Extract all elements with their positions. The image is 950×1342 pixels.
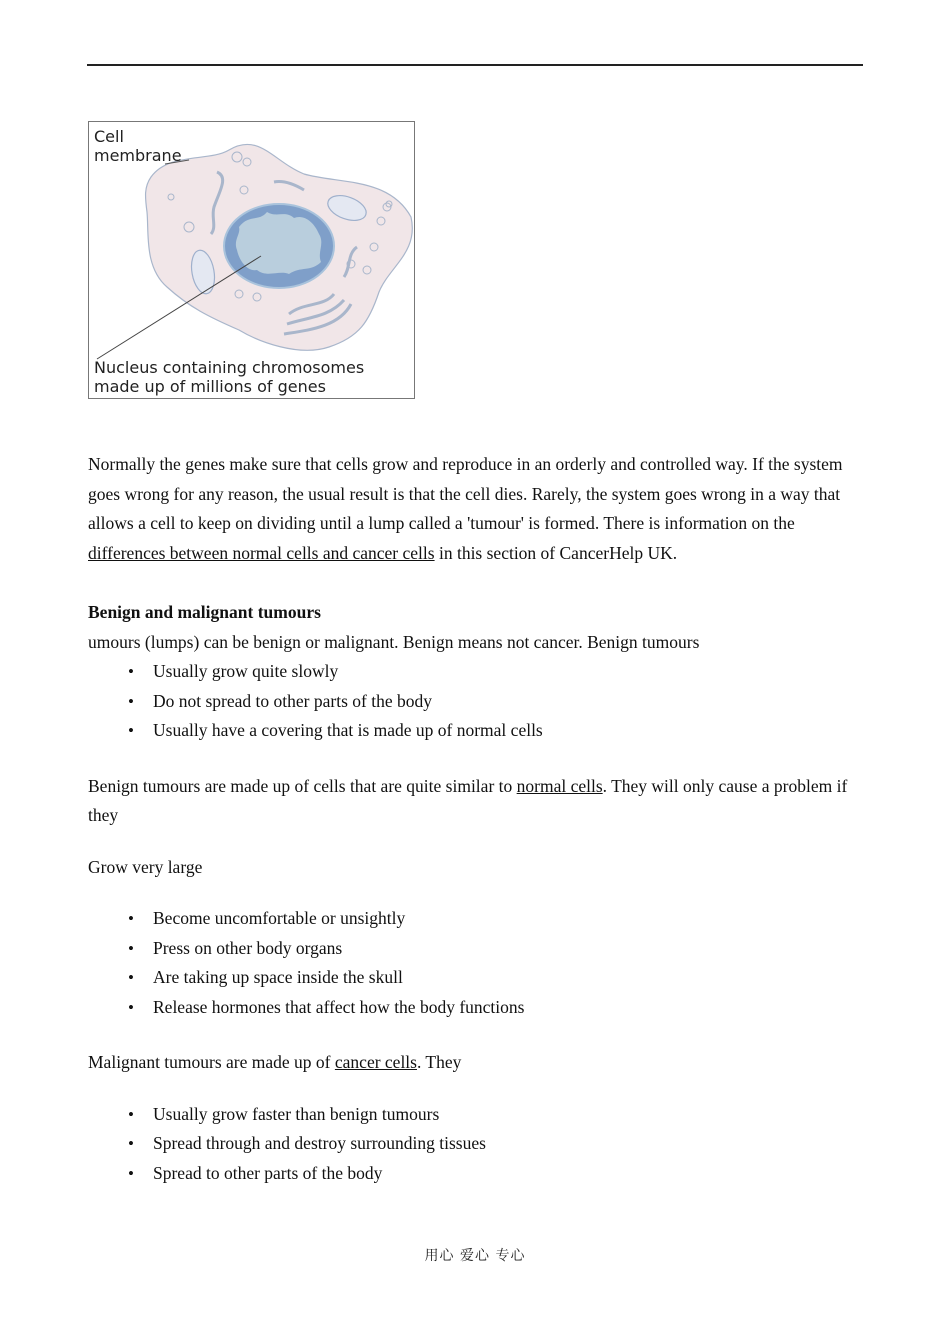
list-item: • Spread through and destroy surrounding tissues (88, 1129, 864, 1159)
malignant-text-end: . They (416, 1052, 462, 1072)
benign-paragraph (88, 772, 864, 831)
normal-cells-link[interactable]: normal cells (516, 775, 603, 796)
problem-list (88, 904, 864, 1022)
label-nucleus-line2: made up of millions of genes (94, 377, 326, 396)
grow-line: Grow very large (88, 856, 203, 877)
document-body (88, 450, 864, 1188)
malignant-list (88, 1100, 864, 1189)
intro-text-end: in this section of CancerHelp UK. (434, 542, 678, 563)
page-footer: 用心 爱心 专心 (424, 1248, 526, 1264)
list-item: • Spread to other parts of the body (88, 1159, 864, 1189)
intro-text-start: Normally the genes make sure that cells grow and reproduce in an orderly and controlled way. If the system goes wrong for any reason, the usual result is that the cell dies. Rarely, the system goes wrong in a way that allows a cell to keep on dividing until a lump called a 'tumour' is formed. There is information on the (88, 454, 843, 533)
benign-list (88, 657, 864, 746)
list-item: • Usually have a covering that is made up of normal cells (88, 716, 864, 746)
list-item: • Do not spread to other parts of the body (88, 687, 864, 717)
malignant-text-start: Malignant tumours are made up of (88, 1052, 335, 1072)
benign-text-end: . They will only cause a problem if they (88, 775, 848, 825)
cell-diagram-figure (88, 121, 415, 399)
header-rule (87, 64, 863, 66)
list-item: • Press on other body organs (88, 934, 864, 964)
section-heading: Benign and malignant tumours (88, 602, 321, 622)
malignant-paragraph (88, 1048, 864, 1078)
list-item: • Usually grow faster than benign tumours (88, 1100, 864, 1130)
intro-paragraph (88, 450, 864, 568)
list-item: • Usually grow quite slowly (88, 657, 864, 687)
label-nucleus-line1: Nucleus containing chromosomes (94, 358, 365, 377)
label-cell: Cell (94, 127, 124, 146)
list-item: • Release hormones that affect how the body functions (88, 993, 864, 1023)
list-item: • Are taking up space inside the skull (88, 963, 864, 993)
cancer-cells-link[interactable]: cancer cells (334, 1052, 417, 1072)
list-item: • Become uncomfortable or unsightly (88, 904, 864, 934)
cell-diagram-image (89, 122, 414, 398)
differences-link[interactable]: differences between normal cells and cancer cells (88, 542, 435, 563)
benign-text-start: Benign tumours are made up of cells that are quite similar to (88, 775, 517, 796)
label-membrane: membrane (94, 146, 182, 165)
section-lead: umours (lumps) can be benign or malignant. Benign means not cancer. Benign tumours (88, 631, 700, 652)
